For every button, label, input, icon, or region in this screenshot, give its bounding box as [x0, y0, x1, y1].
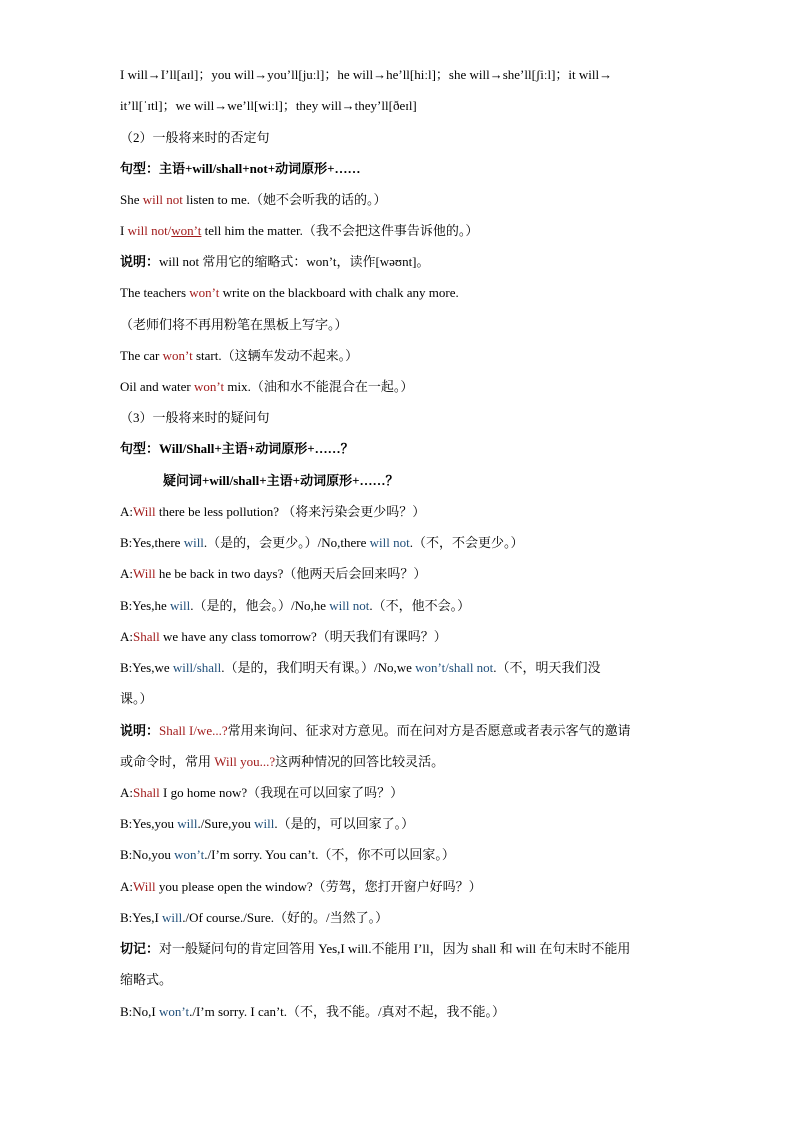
- sentence-pattern-question: [120, 440, 354, 458]
- dialogue-line: [120, 565, 426, 583]
- highlight: Will: [133, 566, 156, 581]
- text: tell him the matter.（我不会把这件事告诉他的。）: [201, 223, 479, 238]
- dialogue-line: [120, 846, 455, 864]
- text: 这两种情况的回答比较灵活。: [275, 754, 445, 769]
- text: B:Yes,we: [120, 660, 173, 675]
- contraction-list-line-2: [120, 97, 417, 115]
- dialogue-line: [120, 784, 403, 802]
- text: I go home now?（我现在可以回家了吗？）: [159, 785, 404, 800]
- example-line: [120, 284, 459, 302]
- dialogue-line: [120, 628, 447, 646]
- contraction-list-line-1: [120, 66, 612, 84]
- highlight-blue: won’t: [159, 1004, 190, 1019]
- highlight-blue: will: [162, 910, 183, 925]
- text: 疑问词+will/shall+主语+动词原形+……？: [163, 473, 399, 488]
- dialogue-line: [120, 878, 482, 896]
- highlight: will not/: [127, 223, 172, 238]
- highlight: Will: [133, 504, 156, 519]
- example-line: [120, 191, 387, 209]
- highlight: Shall: [133, 785, 160, 800]
- text: .（是的，他会。）/No,he: [190, 598, 330, 613]
- highlight: won’t: [189, 285, 220, 300]
- example-line: [120, 378, 413, 396]
- text: ./Of course./Sure.（好的。/当然了。）: [182, 910, 389, 925]
- highlight-blue: will: [183, 535, 204, 550]
- text: 句型：Will/Shall+主语+动词原形+……？: [120, 441, 354, 456]
- text: A:: [120, 785, 133, 800]
- section-heading-question: [120, 409, 270, 427]
- text: B:Yes,I: [120, 910, 163, 925]
- text: .（不，他不会。）: [369, 598, 471, 613]
- text: 对一般疑问句的肯定回答用 Yes,I will.不能用 I’ll，因为 shall 和 will 在句末时不能用: [159, 941, 631, 956]
- dialogue-line-continuation: [120, 690, 153, 708]
- text: it’ll[ˈɪtl]；we will→we’ll[wiːl]；they will→they’ll[ðeɪl]: [120, 98, 417, 113]
- highlight: will not: [142, 192, 183, 207]
- note-line: [120, 722, 631, 740]
- text: 句型：主语+will/shall+not+动词原形+……: [120, 161, 361, 176]
- dialogue-line: [120, 1003, 505, 1021]
- dialogue-line: [120, 534, 524, 552]
- text: you please open the window?（劳驾，您打开窗户好吗？）: [155, 879, 482, 894]
- warning-label: 切记：: [120, 941, 160, 956]
- highlight-blue: will: [169, 598, 191, 613]
- highlight-blue: will not: [369, 535, 410, 550]
- text: listen to me.（她不会听我的话的。）: [182, 192, 387, 207]
- note-label: 说明：: [120, 723, 160, 738]
- text: （3）一般将来时的疑问句: [120, 410, 270, 425]
- text: She: [120, 192, 143, 207]
- text: .（是的，我们明天有课。）/No,we: [221, 660, 416, 675]
- text: write on the blackboard with chalk any more.: [219, 285, 459, 300]
- example-line: [120, 347, 358, 365]
- text: 课。）: [120, 691, 153, 706]
- note-line-continuation: [120, 753, 444, 771]
- highlight: Shall I/we...?: [159, 723, 228, 738]
- text: B:Yes,you: [120, 816, 178, 831]
- text: .（不，不会更少。）: [409, 535, 524, 550]
- sentence-pattern-negative: [120, 160, 361, 178]
- highlight-underlined: won’t: [171, 223, 202, 238]
- text: （2）一般将来时的否定句: [120, 130, 270, 145]
- text: .（不，明天我们没: [493, 660, 601, 675]
- dialogue-line: [120, 909, 388, 927]
- text: B:No,you: [120, 847, 175, 862]
- text: ./I’m sorry. You can’t.（不，你不可以回家。）: [204, 847, 455, 862]
- text: A:: [120, 879, 133, 894]
- text: A:: [120, 629, 133, 644]
- warning-line-continuation: [120, 971, 172, 989]
- text: we have any class tomorrow?（明天我们有课吗？）: [159, 629, 447, 644]
- text: I: [120, 223, 128, 238]
- text: there be less pollution? （将来污染会更少吗？）: [155, 504, 426, 519]
- text: The teachers: [120, 285, 190, 300]
- highlight-blue: won’t/shall not: [415, 660, 494, 675]
- note-line: [120, 253, 430, 271]
- highlight-blue: will not: [329, 598, 370, 613]
- highlight-blue: will/shall: [172, 660, 222, 675]
- highlight-blue: will: [177, 816, 198, 831]
- example-line: [120, 222, 478, 240]
- note-label: 说明：: [120, 254, 160, 269]
- dialogue-line: [120, 503, 425, 521]
- highlight: Will: [133, 879, 156, 894]
- highlight: Will you...?: [214, 754, 276, 769]
- text: （老师们将不再用粉笔在黑板上写字。）: [120, 317, 348, 332]
- translation-line: [120, 316, 348, 334]
- text: B:No,I: [120, 1004, 159, 1019]
- warning-line: [120, 940, 630, 958]
- text: A:: [120, 566, 133, 581]
- sentence-pattern-wh-question: [163, 472, 398, 490]
- text: ./Sure,you: [197, 816, 255, 831]
- highlight: Shall: [133, 629, 160, 644]
- highlight: won’t: [162, 348, 193, 363]
- section-heading-negative: [120, 129, 270, 147]
- text: A:: [120, 504, 133, 519]
- text: I will→I’ll[aɪl]；you will→you’ll[juːl]；he will→he’ll[hiːl]；she will→she’ll[ʃiːl]；it will→: [120, 67, 613, 82]
- dialogue-line: [120, 659, 601, 677]
- highlight: won’t: [194, 379, 225, 394]
- text: .（是的，可以回家了。）: [274, 816, 415, 831]
- text: will not 常用它的缩略式：won’t，读作[wəʊnt]。: [159, 254, 430, 269]
- text: 缩略式。: [120, 972, 173, 987]
- text: Oil and water: [120, 379, 195, 394]
- text: mix.（油和水不能混合在一起。）: [224, 379, 414, 394]
- text: 常用来询问、征求对方意见。而在问对方是否愿意或者表示客气的邀请: [227, 723, 631, 738]
- text: start.（这辆车发动不起来。）: [192, 348, 359, 363]
- text: B:Yes,there: [120, 535, 184, 550]
- dialogue-line: [120, 597, 470, 615]
- highlight-blue: won’t: [174, 847, 205, 862]
- text: ./I’m sorry. I can’t.（不，我不能。/真对不起，我不能。）: [189, 1004, 506, 1019]
- text: B:Yes,he: [120, 598, 170, 613]
- text: 或命令时，常用: [120, 754, 215, 769]
- text: .（是的，会更少。）/No,there: [203, 535, 370, 550]
- text: The car: [120, 348, 163, 363]
- dialogue-line: [120, 815, 414, 833]
- text: he be back in two days?（他两天后会回来吗？）: [155, 566, 427, 581]
- highlight-blue: will: [254, 816, 275, 831]
